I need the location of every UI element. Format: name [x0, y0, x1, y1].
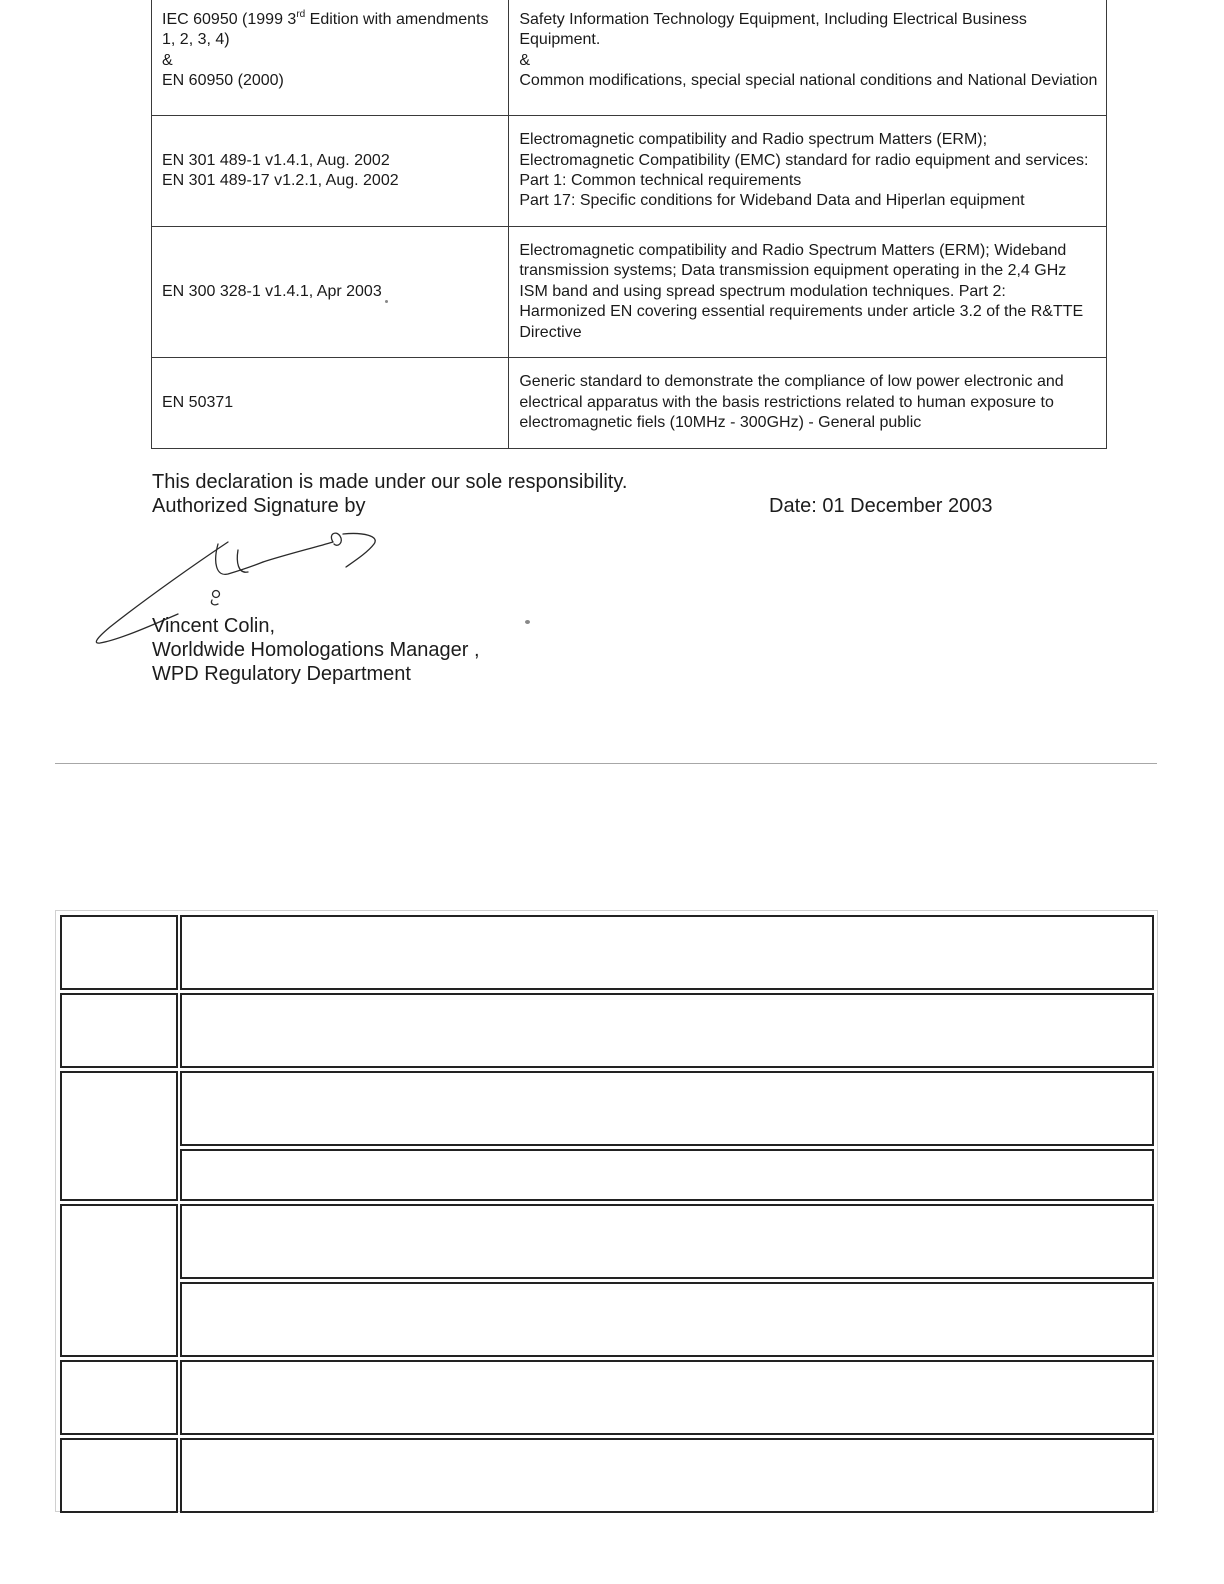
declaration-statement: This declaration is made under our sole responsibility. — [152, 471, 628, 493]
scan-speck — [385, 300, 388, 303]
table-cell — [60, 1204, 178, 1357]
table-cell — [60, 1360, 178, 1435]
standards-table — [151, 0, 1107, 449]
signature-label: Authorized Signature by — [152, 495, 366, 517]
description-cell: Electromagnetic compatibility and Radio spectrum Matters (ERM); Electromagnetic Compatibility (EMC) standard for radio equipment and services: Part 1: Common technical requirements Part 17: Specific conditions for Wideband Data and Hiperlan equipment — [509, 116, 1107, 227]
table-row — [152, 116, 1107, 227]
standard-cell: EN 50371 — [152, 358, 509, 449]
standard-cell: EN 301 489-1 v1.4.1, Aug. 2002 EN 301 489-17 v1.2.1, Aug. 2002 — [152, 116, 509, 227]
table-cell — [60, 915, 178, 990]
page-divider — [55, 763, 1157, 764]
empty-table — [55, 910, 1158, 1512]
table-cell — [180, 1360, 1154, 1435]
signer-department: WPD Regulatory Department — [152, 663, 411, 685]
description-cell: Safety Information Technology Equipment, Including Electrical Business Equipment. & Common modifications, special special national conditions and National Deviation — [509, 0, 1107, 116]
description-cell: Generic standard to demonstrate the compliance of low power electronic and electrical apparatus with the basis restrictions related to human exposure to electromagnetic fiels (10MHz - 300GHz) - General public — [509, 358, 1107, 449]
table-cell — [180, 1204, 1154, 1279]
table-row — [152, 0, 1107, 116]
description-cell: Electromagnetic compatibility and Radio Spectrum Matters (ERM); Wideband transmission systems; Data transmission equipment operating in the 2,4 GHz ISM band and using spread spectrum modulation techniques. Part 2: Harmonized EN covering essential requirements under article 3.2 of the R&TTE Directive — [509, 227, 1107, 358]
table-cell — [60, 993, 178, 1068]
scan-speck — [525, 620, 530, 624]
signer-title: Worldwide Homologations Manager , — [152, 639, 480, 661]
standard-cell: IEC 60950 (1999 3rd Edition with amendments 1, 2, 3, 4) & EN 60950 (2000) — [152, 0, 509, 116]
table-cell — [60, 1071, 178, 1201]
table-cell — [60, 1438, 178, 1513]
signer-name: Vincent Colin, — [152, 615, 276, 637]
table-cell — [180, 1282, 1154, 1357]
table-row — [152, 227, 1107, 358]
table-cell — [180, 915, 1154, 990]
declaration-date: Date: 01 December 2003 — [769, 495, 993, 517]
standard-cell: EN 300 328-1 v1.4.1, Apr 2003 — [152, 227, 509, 358]
table-cell — [180, 993, 1154, 1068]
table-cell — [180, 1149, 1154, 1201]
table-cell — [180, 1071, 1154, 1146]
table-cell — [180, 1438, 1154, 1513]
table-row — [152, 358, 1107, 449]
